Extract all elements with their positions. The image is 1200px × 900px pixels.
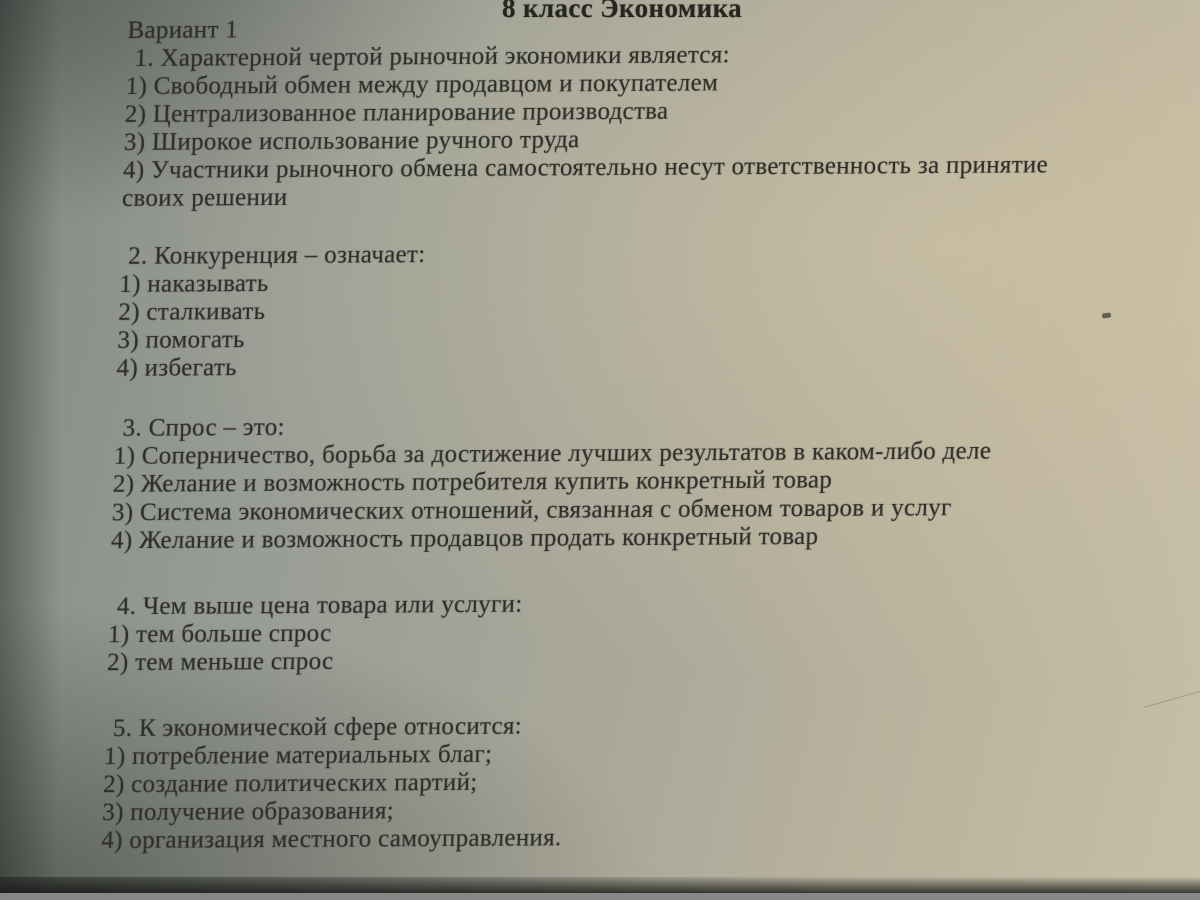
- question-option: 1) Соперничество, борьба за достижение лучших результатов в каком-либо деле: [113, 437, 992, 470]
- question-block-4: [107, 587, 1090, 677]
- question-option: 4) организация местного самоуправления.: [100, 824, 563, 854]
- question-option: 3) получение образования;: [101, 797, 395, 826]
- question-option: 2) Желание и возможность потребителя купить конкретный товар: [112, 466, 833, 498]
- question-option: 3) Система экономических отношений, связанная с обменом товаров и услуг: [111, 493, 953, 526]
- question-block-1: [122, 39, 1108, 213]
- question-option: 2) тем меньше спрос: [106, 647, 334, 676]
- variant-label: Вариант 1: [127, 16, 239, 44]
- test-body: [0, 11, 1108, 856]
- question-block-3: [111, 409, 1096, 555]
- question-title: 3. Спрос – это:: [122, 413, 286, 442]
- question-title: 1. Характерной чертой рыночной экономики является:: [134, 41, 731, 72]
- question-option: 2) создание политических партий;: [102, 768, 478, 798]
- question-title: 2. Конкуренция – означает:: [127, 241, 426, 270]
- paper-bottom-shadow: [0, 877, 1200, 893]
- page-title: 8 класс Экономика: [501, 0, 743, 23]
- question-option: 4) Желание и возможность продавцов продать конкретный товар: [110, 522, 819, 554]
- question-option: 3) помогать: [117, 326, 246, 354]
- question-option: 1) тем больше спрос: [107, 619, 332, 648]
- question-block-5: [101, 709, 1086, 855]
- paper-speck: [1102, 312, 1112, 318]
- question-title: 4. Чем выше цена товара или услуги:: [116, 590, 523, 620]
- question-block-2: [116, 237, 1101, 383]
- question-option: 3) Широкое использование ручного труда: [123, 126, 581, 156]
- paper-crease-line: [1144, 689, 1200, 708]
- question-option: 2) Централизованное планирование производства: [124, 97, 669, 128]
- question-option: 2) сталкивать: [118, 298, 266, 326]
- question-title: 5. К экономической сфере относится:: [112, 712, 523, 742]
- question-option: 1) Свободный обмен между продавцом и покупателем: [125, 69, 719, 100]
- question-option: 4) Участники рыночного обмена самостоятельно несут ответственность за принятие своих решении: [121, 151, 1049, 212]
- question-option: 1) потребление материальных благ;: [103, 740, 493, 770]
- question-option: 4) избегать: [116, 354, 238, 382]
- question-option: 1) наказывать: [118, 270, 270, 298]
